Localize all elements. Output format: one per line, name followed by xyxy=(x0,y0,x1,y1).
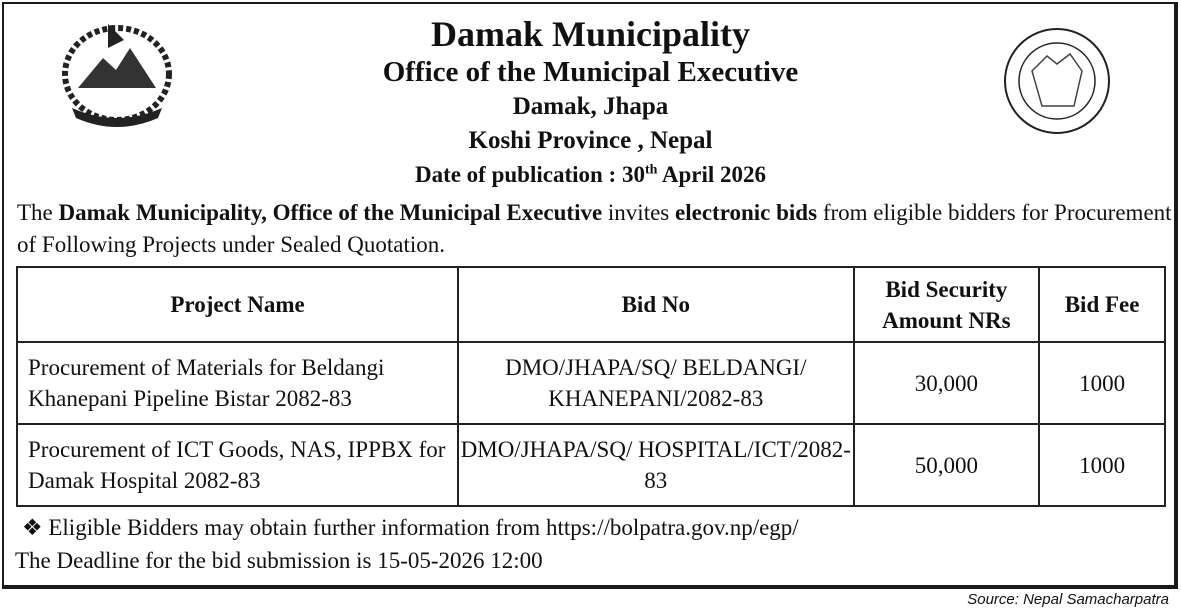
project-name: Procurement of ICT Goods, NAS, IPPBX for Damak Hospital 2082-83 xyxy=(17,424,458,506)
bid-no: DMO/JHAPA/SQ/ HOSPITAL/ICT/2082-83 xyxy=(458,424,853,506)
header-bid-no: Bid No xyxy=(458,267,853,342)
bid-security: 50,000 xyxy=(854,424,1040,506)
source-credit: Source: Nepal Samacharpatra xyxy=(967,591,1169,608)
table-header-row xyxy=(17,267,1165,342)
project-name: Procurement of Materials for Beldangi Khanepani Pipeline Bistar 2082-83 xyxy=(17,342,458,424)
bid-fee: 1000 xyxy=(1039,424,1165,506)
office-title: Office of the Municipal Executive xyxy=(382,56,799,88)
table-row xyxy=(17,424,1165,506)
publication-date: Date of publication : 30th April 2026 xyxy=(414,162,767,187)
info-note: ❖ Eligible Bidders may obtain further information from https://bolpatra.gov.np/egp/ xyxy=(22,515,799,540)
bid-fee: 1000 xyxy=(1039,342,1165,424)
deadline-text: The Deadline for the bid submission is 15-05-2026 12:00 xyxy=(15,548,543,573)
location: Damak, Jhapa xyxy=(512,93,669,120)
projects-table xyxy=(16,266,1166,507)
header-bid-security: Bid Security Amount NRs xyxy=(854,267,1040,342)
header-bid-fee: Bid Fee xyxy=(1039,267,1165,342)
intro-paragraph: The Damak Municipality, Office of the Municipal Executive invites electronic bids from eligible bidders for Procurement of Following Projects under Sealed Quotation. xyxy=(17,200,1172,257)
province: Koshi Province , Nepal xyxy=(468,127,713,154)
municipality-title: Damak Municipality xyxy=(430,14,751,54)
table-row xyxy=(17,342,1165,424)
bid-no: DMO/JHAPA/SQ/ BELDANGI/ KHANEPANI/2082-83 xyxy=(458,342,853,424)
bid-security: 30,000 xyxy=(854,342,1040,424)
header-project-name: Project Name xyxy=(17,267,458,342)
